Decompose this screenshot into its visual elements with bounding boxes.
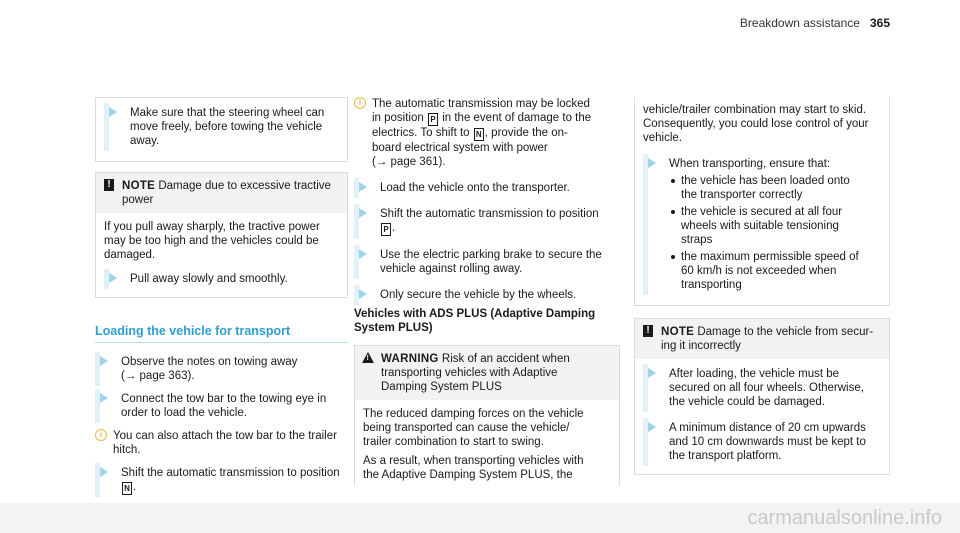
step-after-loading: After loading, the vehicle must be secured on all four wheels. Otherwise, the vehicle could be damaged.: [643, 367, 881, 409]
step-parking-brake: Use the electric parking brake to secure the vehicle against rolling away.: [354, 248, 620, 276]
step-arrow-icon: [109, 107, 117, 117]
step-when-transporting: When transporting, ensure that: the vehicle has been loaded onto the transporter correctly the vehicle is secured at all four wheels with suitable tensioning straps the maximum permissible speed of 60 km/h is not exceeded when transporting: [643, 157, 881, 292]
info-icon: i: [354, 97, 366, 109]
list-item: the vehicle is secured at all four wheels with suitable tensioning straps: [669, 205, 881, 247]
step-minimum-distance: A minimum distance of 20 cm upwards and 10 cm downwards must be kept to the transport platform.: [643, 421, 881, 463]
list-item: the maximum permissible speed of 60 km/h is not exceeded when transporting: [669, 250, 881, 292]
warning-triangle-icon: !: [362, 352, 374, 363]
step-connect-tow-bar: Connect the tow bar to the towing eye in order to load the vehicle.: [95, 392, 348, 420]
step-pull-away: Pull away slowly and smoothly.: [104, 272, 339, 286]
column-3: [634, 97, 890, 475]
warning-body: The reduced damping forces on the vehicle being transported can cause the vehicle/ trailer combination to start to swing. As a result, when transporting vehicles with the Adaptive Damping System PLUS, the: [363, 408, 584, 481]
step-arrow-icon: [648, 158, 656, 168]
watermark-bar: [0, 503, 960, 533]
step-arrow-icon: [648, 422, 656, 432]
warning-continuation: vehicle/trailer combination may start to skid. Consequently, you could lose control of your vehicle. When transporting, ensure that: the vehicle has been loaded onto the transporter correctly the vehicle is secured at all four wheels with suitable tensioning straps the maximum permissible speed of 60 km/h is not exceeded when transporting: [634, 97, 890, 306]
gear-n-key: N: [122, 482, 132, 495]
note-header: ! NOTE Damage due to excessive tractive power: [96, 173, 347, 213]
gear-p-key: P: [381, 223, 391, 236]
step-load-vehicle: Load the vehicle onto the transporter.: [354, 181, 620, 195]
note-body: If you pull away sharply, the tractive power may be too high and the vehicles could be damaged.: [104, 221, 320, 261]
step-arrow-icon: [359, 289, 367, 299]
page-number: 365: [869, 16, 890, 30]
column-1: [95, 97, 348, 504]
step-arrow-icon: [359, 182, 367, 192]
info-icon: i: [95, 429, 107, 441]
list-item: the vehicle has been loaded onto the transporter correctly: [669, 174, 881, 202]
info-transmission-locked: i The automatic transmission may be locked in position P in the event of damage to the electrics. To shift to N , provide the on- board electrical system with power (→ page 361).: [354, 97, 620, 169]
step-arrow-icon: [648, 368, 656, 378]
step-arrow-icon: [359, 208, 367, 218]
warning-header: ! WARNING Risk of an accident when transporting vehicles with Adaptive Damping System PLUS: [355, 346, 619, 400]
transport-conditions-list: [669, 174, 881, 292]
step-secure-wheels: Only secure the vehicle by the wheels.: [354, 288, 620, 302]
ads-plus-heading: Vehicles with ADS PLUS (Adaptive Damping System PLUS): [354, 308, 596, 334]
step-shift-to-p: Shift the automatic transmission to position P .: [354, 207, 620, 236]
steering-step-box: [95, 97, 348, 162]
step-shift-to-n: Shift the automatic transmission to position N .: [95, 466, 348, 495]
step-arrow-icon: [100, 393, 108, 403]
step-arrow-icon: [100, 356, 108, 366]
warning-ads-plus: [354, 345, 620, 486]
column-2: [354, 97, 620, 486]
note-tractive-power: [95, 172, 348, 298]
gear-p-key: P: [428, 113, 438, 126]
exclamation-icon: !: [643, 325, 653, 337]
note-securing: [634, 318, 890, 475]
gear-n-key: N: [474, 128, 484, 141]
step-arrow-icon: [359, 249, 367, 259]
watermark-text: carmanualsonline.info: [747, 507, 942, 529]
step-steering: Make sure that the steering wheel can move freely, before towing the vehicle away.: [104, 106, 339, 148]
section-heading: Loading the vehicle for transport: [95, 324, 348, 343]
note-header: ! NOTE Damage to the vehicle from secur- ing it incorrectly: [635, 319, 889, 359]
step-arrow-icon: [100, 467, 108, 477]
exclamation-icon: !: [104, 179, 114, 191]
step-arrow-icon: [109, 273, 117, 283]
section-title: Breakdown assistance: [739, 16, 860, 30]
info-trailer-hitch: i You can also attach the tow bar to the trailer hitch.: [95, 429, 348, 457]
page-header: [740, 16, 890, 30]
step-observe-notes: Observe the notes on towing away (→ page 363).: [95, 355, 348, 383]
